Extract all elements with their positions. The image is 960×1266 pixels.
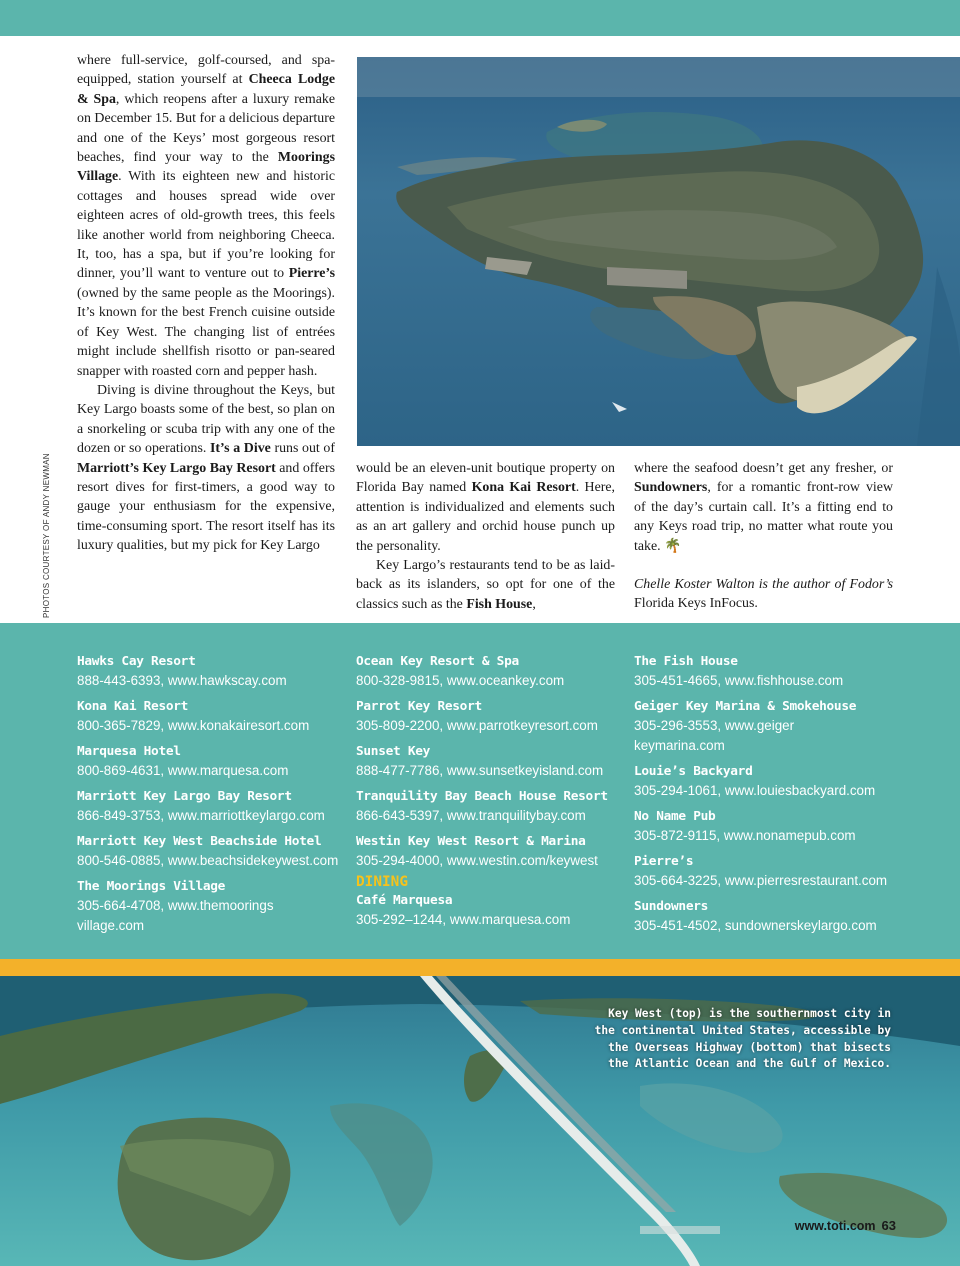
listing-name: The Moorings Village [77,879,226,894]
author-byline: Chelle Koster Walton is the author of Fodor’s Florida Keys InFocus. [634,577,893,612]
listing-details: 305-451-4502, sundownerskeylargo.com [634,918,877,933]
listing-name: Tranquility Bay Beach House Resort [356,789,608,804]
listing-entry [77,832,347,871]
listing-name: The Fish House [634,654,738,669]
listing-entry [634,697,904,756]
listing-details: 800-365-7829, www.konakairesort.com [77,718,310,734]
site-url: www.toti.com [794,1219,876,1233]
listing-entry [77,787,347,826]
page-folio [795,1218,896,1233]
listing-name: Ocean Key Resort & Spa [356,654,519,669]
listing-entry [77,742,347,781]
listing-entry [356,697,626,736]
listing-entry [356,742,626,781]
listing-name: Pierre’s [634,853,694,869]
listing-details: 305-451-4665, www.fishhouse.com [634,673,844,689]
listing-details: 305-872-9115, www.nonamepub.com [634,828,856,843]
listing-entry [77,877,347,936]
page-number: 63 [881,1218,896,1233]
listing-details: 800-869-4631, www.marquesa.com [77,763,289,779]
listing-details: 305-294-1061, www.louiesbackyard.com [634,783,876,798]
article-paragraph: Key Largo’s restaurants tend to be as laid-back as its islanders, so opt for one of the classics such as the Fish House, [356,558,615,612]
listing-name: Kona Kai Resort [77,699,189,714]
listing-name: Marquesa Hotel [77,744,181,759]
key-west-aerial-photo [357,57,960,446]
dining-heading: DINING [356,874,408,890]
listing-details: 888-477-7786, www.sunsetkeyisland.com [356,763,604,779]
listing-name: Marriott Key Largo Bay Resort [77,789,292,804]
listing-name: Hawks Cay Resort [77,654,196,669]
listing-entry [634,852,904,891]
listing-details: 888-443-6393, www.hawkscay.com [77,673,287,689]
listing-name: Parrot Key Resort [356,699,482,714]
listing-entry [356,891,626,930]
listing-entry [634,652,904,691]
article-paragraph: would be an eleven-unit boutique property on Florida Bay named Kona Kai Resort. Here, attention is individualized and elements such as an art gallery and orchid house punch up the personality. [356,461,615,554]
photo-credit: PHOTOS COURTESY OF ANDY NEWMAN [42,453,51,618]
listing-details: 305-294-4000, www.westin.com/keywest [356,853,598,869]
article-paragraph: where full-service, golf-coursed, and spa-equipped, station yourself at Cheeca Lodge & Spa, which reopens after a luxury remake on December 15. But for a delicious departure and one of the Keys’ most gorgeous resort beaches, find your way to the Moorings Village. With its eighteen new and historic cottages and houses spread wide over eighteen acres of old-growth trees, this feels like another world from neighboring Cheeca. It, too, has a spa, but if you’re looking for dinner, you’ll want to venture out to Pierre’s (owned by the same people as the Moorings). It’s known for the best French cuisine outside of Key West. The changing list of entrées might include shellfish risotto or pan-seared snapper with roasted corn and pepper hash. [77,53,335,379]
listing-entry [356,832,626,871]
listing-entry [77,697,347,736]
listing-details: 866-643-5397, www.tranquilitybay.com [356,808,586,824]
listings-column-1 [77,652,347,942]
listing-details: 866-849-3753, www.marriottkeylargo.com [77,808,325,824]
listing-details: 305-664-3225, www.pierresrestaurant.com [634,873,888,888]
listing-name: Marriott Key West Beachside Hotel [77,834,322,849]
listing-entry [356,652,626,691]
article-column-3 [634,459,893,614]
listing-name: Geiger Key Marina & Smokehouse [634,699,857,714]
listing-entry [356,787,626,826]
listing-entry [634,897,904,936]
listings-column-3 [634,652,904,942]
photo-caption: Key West (top) is the southernmost city in the continental United States, accessible by the Overseas Highway (bottom) that bisects the Atlantic Ocean and the Gulf of Mexico. [594,1007,891,1071]
orange-divider-bar [0,959,960,976]
listings-column-2 [356,652,626,936]
listing-name: No Name Pub [634,808,716,824]
listing-name: Louie’s Backyard [634,763,753,779]
article-paragraph: where the seafood doesn’t get any fresher, or Sundowners, for a romantic front-row view of the day’s curtain call. It’s a fitting end to any Keys road trip, no matter what route you take. 🌴 [634,461,893,554]
listing-details: 305-809-2200, www.parrotkeyresort.com [356,718,598,734]
listing-details: 800-328-9815, www.oceankey.com [356,673,565,689]
listing-name: Sundowners [634,898,709,914]
article-column-1 [77,51,335,556]
listing-name: Sunset Key [356,744,431,759]
listing-name: Café Marquesa [356,893,453,908]
listing-entry [77,652,347,691]
palm-tree-icon: 🌴 [664,538,682,554]
listing-entry [634,762,904,801]
listing-details: 305-664-4708, www.themoorings village.com [77,898,274,933]
article-column-2 [356,459,615,614]
top-color-bar [0,0,960,36]
listing-entry [634,807,904,846]
article-paragraph: Diving is divine throughout the Keys, but Key Largo boasts some of the best, so plan on a snorkeling or scuba trip with any one of the dozen or so operations. It’s a Dive runs out of Marriott’s Key Largo Bay Resort and offers resort dives for first-timers, a good way to gauge your enthusiasm for the expensive, time-consuming sport. The resort itself has its luxury qualities, but my pick for Key Largo [77,382,335,554]
listing-details: 800-546-0885, www.beachsidekeywest.com [77,853,339,869]
listing-details: 305-296-3553, www.geiger keymarina.com [634,718,795,753]
listing-name: Westin Key West Resort & Marina [356,834,586,849]
listing-details: 305-292–1244, www.marquesa.com [356,912,571,928]
